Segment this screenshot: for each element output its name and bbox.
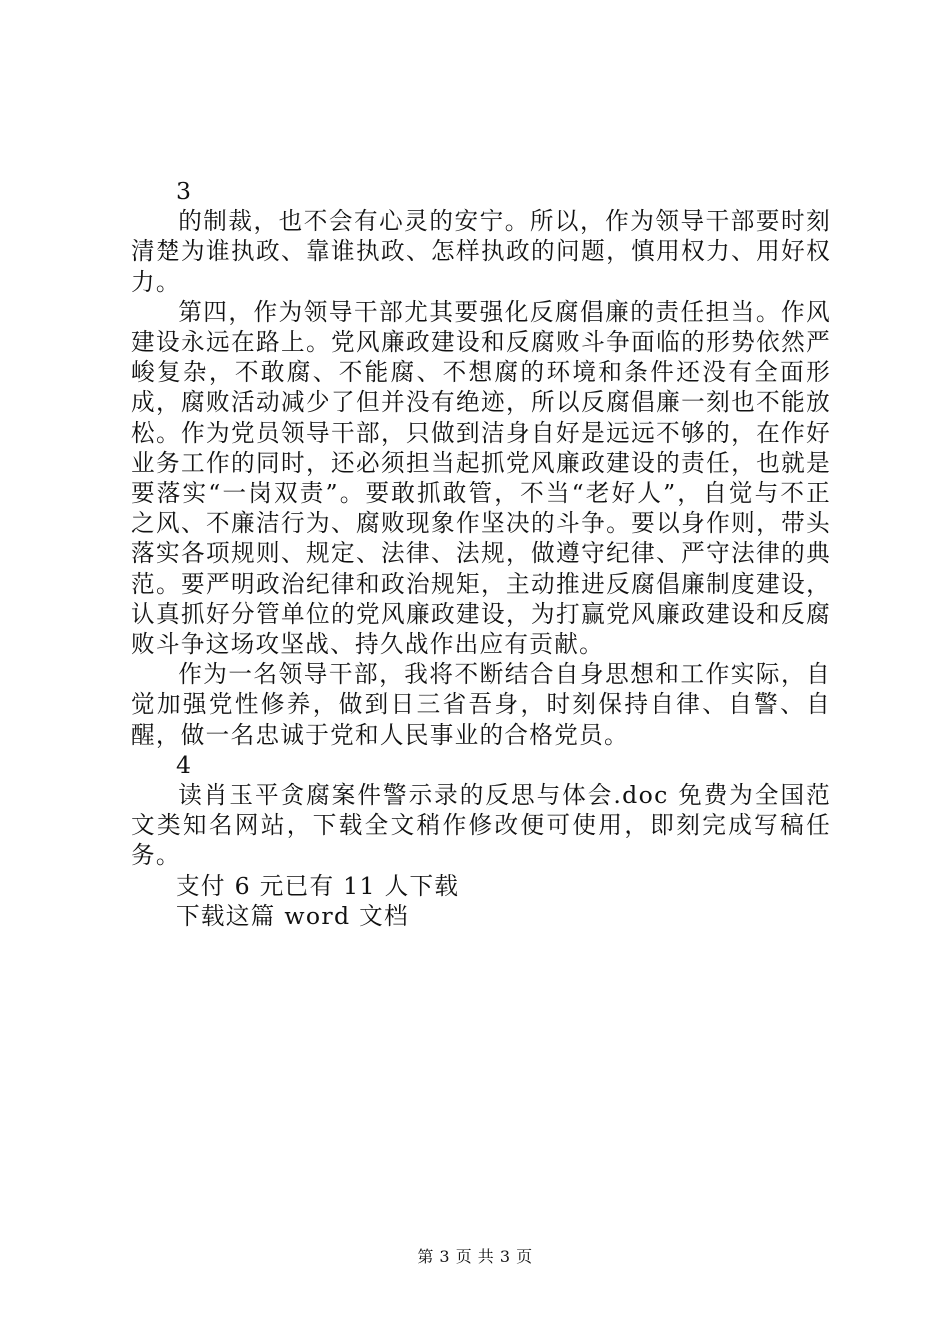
document-body xyxy=(131,176,831,931)
paragraph-fourth-point: 第四，作为领导干部尤其要强化反腐倡廉的责任担当。作风建设永远在路上。党风廉政建设和反腐败斗争面临的形势依然严峻复杂，不敢腐、不能腐、不想腐的环境和条件还没有全面形成，腐败活动减少了但并没有绝迹，所以反腐倡廉一刻也不能放松。作为党员领导干部，只做到洁身自好是远远不够的，在作好业务工作的同时，还必须担当起抓党风廉政建设的责任，也就是要落实“一岗双责”。要敢抓敢管，不当“老好人”，自觉与不正之风、不廉洁行为、腐败现象作坚决的斗争。要以身作则，带头落实各项规则、规定、法律、法规，做遵守纪律、严守法律的典范。要严明政治纪律和政治规矩，主动推进反腐倡廉制度建设，认真抓好分管单位的党风廉政建设，为打赢党风廉政建设和反腐败斗争这场攻坚战、持久战作出应有贡献。 xyxy=(131,297,831,659)
section-marker-4: 4 xyxy=(176,750,193,779)
paragraph-continuation: 的制裁，也不会有心灵的安宁。所以，作为领导干部要时刻清楚为谁执政、靠谁执政、怎样执政的问题，慎用权力、用好权力。 xyxy=(131,207,831,296)
payment-link[interactable]: 支付 6 元已有 11 人下载 xyxy=(176,871,460,900)
paragraph-conclusion: 作为一名领导干部，我将不断结合自身思想和工作实际，自觉加强党性修养，做到日三省吾身，时刻保持自律、自警、自醒，做一名忠诚于党和人民事业的合格党员。 xyxy=(131,660,831,749)
download-notice: 读肖玉平贪腐案件警示录的反思与体会.doc 免费为全国范文类知名网站，下载全文稍作修改便可使用，即刻完成写稿任务。 xyxy=(131,781,831,870)
download-word-link[interactable]: 下载这篇 word 文档 xyxy=(176,901,409,930)
section-marker-3: 3 xyxy=(176,177,193,205)
page-footer: 第 3 页 共 3 页 xyxy=(417,1247,533,1266)
